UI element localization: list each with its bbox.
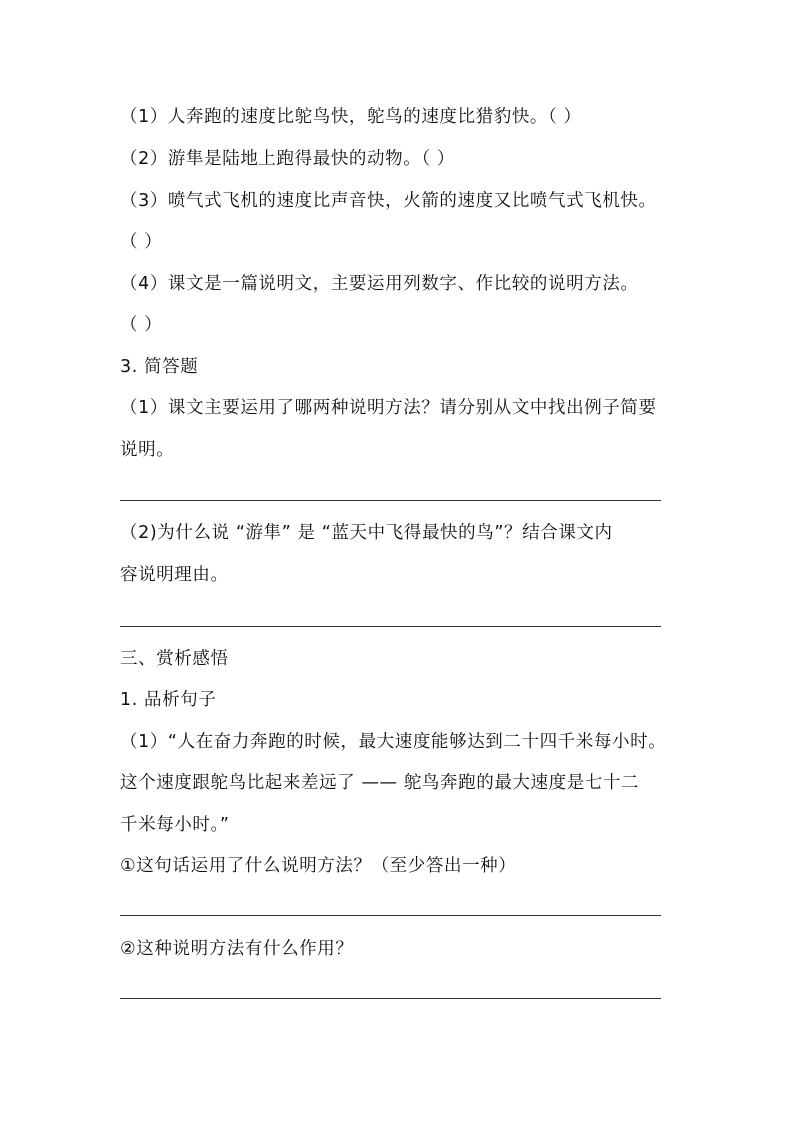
- short-answer-question-1-cont: 说明。: [120, 440, 175, 460]
- judge-question-3: （3）喷气式飞机的速度比声音快，火箭的速度又比喷气式飞机快。: [120, 191, 657, 211]
- judge-question-4-bracket: （ ）: [120, 315, 163, 335]
- sub-heading: 1. 品析句子: [120, 690, 217, 710]
- short-answer-heading: 3. 简答题: [120, 357, 199, 377]
- short-answer-question-1: （1）课文主要运用了哪两种说明方法？请分别从文中找出例子简要: [120, 398, 657, 418]
- sub-question-1: ①这句话运用了什么说明方法？（至少答出一种）: [120, 856, 517, 876]
- sub-question-2: ②这种说明方法有什么作用？: [120, 939, 354, 959]
- short-answer-question-2: （2)为什么说 “游隼” 是 “蓝天中飞得最快的鸟”？结合课文内: [120, 523, 613, 543]
- answer-line-1[interactable]: [120, 500, 661, 501]
- judge-question-2: （2）游隼是陆地上跑得最快的动物。（ ）: [120, 149, 455, 169]
- quote-line-3: 千米每小时。”: [120, 815, 230, 835]
- judge-question-4: （4）课文是一篇说明文，主要运用列数字、作比较的说明方法。: [120, 274, 639, 294]
- quote-line-1: （1）“人在奋力奔跑的时候，最大速度能够达到二十四千米每小时。: [120, 732, 667, 752]
- answer-line-2[interactable]: [120, 626, 661, 627]
- judge-question-3-bracket: （ ）: [120, 232, 163, 252]
- quote-line-2: 这个速度跟鸵鸟比起来差远了 —— 鸵鸟奔跑的最大速度是七十二: [120, 773, 640, 793]
- answer-line-4[interactable]: [120, 998, 661, 999]
- short-answer-question-2-cont: 容说明理由。: [120, 565, 229, 585]
- answer-line-3[interactable]: [120, 915, 661, 916]
- judge-question-1: （1）人奔跑的速度比鸵鸟快，鸵鸟的速度比猎豹快。（ ）: [120, 107, 582, 127]
- section-title: 三、赏析感悟: [120, 649, 229, 669]
